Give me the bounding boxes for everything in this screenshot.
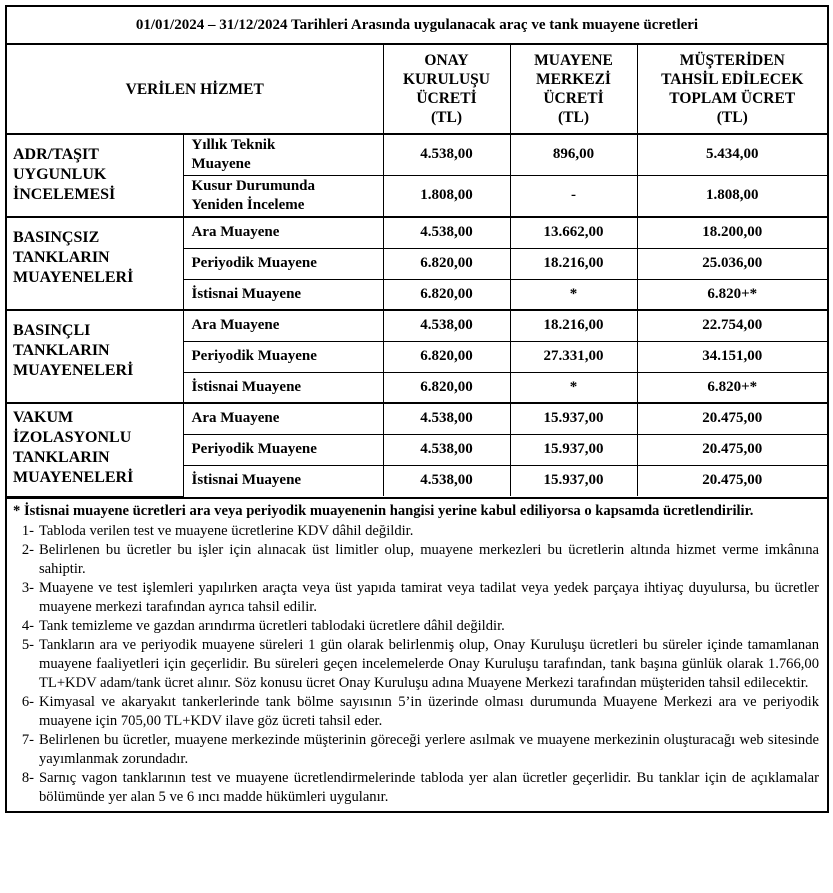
onay-fee-cell: 4.538,00 xyxy=(383,310,510,341)
header-total-fee xyxy=(637,45,827,134)
center-fee-cell: 18.216,00 xyxy=(510,248,637,279)
service-cell: İstisnai Muayene xyxy=(183,372,383,403)
note-text: Tabloda verilen test ve muayene ücretlerine KDV dâhil değildir. xyxy=(39,522,414,539)
service-cell: Periyodik Muayene xyxy=(183,434,383,465)
center-fee-cell: 15.937,00 xyxy=(510,403,637,434)
header-service: VERİLEN HİZMET xyxy=(7,45,383,134)
note-text: Kimyasal ve akaryakıt tankerlerinde tank bölme sayısının 5’in üzerinde olması durumunda Muayene Merkezi ara ve periyodik muayene için 705,00 TL+KDV ilave göz ücreti tahsil eder. xyxy=(39,693,819,729)
header-line: MUAYENE xyxy=(534,52,613,69)
group-name-cell xyxy=(7,403,183,496)
total-fee-cell: 20.475,00 xyxy=(637,403,827,434)
table-row xyxy=(7,403,827,434)
group-name-line: ADR/TAŞIT xyxy=(13,146,99,163)
table-row xyxy=(7,310,827,341)
onay-fee-cell: 4.538,00 xyxy=(383,465,510,496)
note-text: Belirlenen bu ücretler bu işler için alınacak üst limitler olup, muayene merkezleri bu ücretlerin altında hizmet verme imkânına sahiptir. xyxy=(39,541,819,577)
service-cell: Periyodik Muayene xyxy=(183,341,383,372)
note-number: 5- xyxy=(21,636,34,653)
group-name-line: İZOLASYONLU xyxy=(13,429,132,446)
service-cell: İstisnai Muayene xyxy=(183,279,383,310)
header-line: ÜCRETİ xyxy=(416,90,477,107)
onay-fee-cell: 1.808,00 xyxy=(383,175,510,217)
total-fee-cell: 5.434,00 xyxy=(637,134,827,175)
group-name-cell xyxy=(7,134,183,217)
onay-fee-cell: 6.820,00 xyxy=(383,248,510,279)
note-item xyxy=(13,617,819,636)
table-row xyxy=(7,217,827,248)
note-item xyxy=(13,731,819,769)
center-fee-cell: 15.937,00 xyxy=(510,465,637,496)
center-fee-cell: 27.331,00 xyxy=(510,341,637,372)
service-cell: Ara Muayene xyxy=(183,310,383,341)
fee-table xyxy=(7,45,827,497)
header-line: (TL) xyxy=(431,109,462,126)
center-fee-cell: 13.662,00 xyxy=(510,217,637,248)
onay-fee-cell: 4.538,00 xyxy=(383,403,510,434)
onay-fee-cell: 4.538,00 xyxy=(383,434,510,465)
header-line: TAHSİL EDİLECEK xyxy=(661,71,804,88)
header-line: ÜCRETİ xyxy=(543,90,604,107)
note-number: 1- xyxy=(21,522,34,539)
total-fee-cell: 25.036,00 xyxy=(637,248,827,279)
total-fee-cell: 18.200,00 xyxy=(637,217,827,248)
group-name-line: MUAYENELERİ xyxy=(13,362,134,379)
service-cell: Ara Muayene xyxy=(183,217,383,248)
header-line: (TL) xyxy=(558,109,589,126)
note-number: 7- xyxy=(21,731,34,748)
service-line: Muayene xyxy=(191,155,251,172)
group-name-cell xyxy=(7,217,183,310)
note-number: 4- xyxy=(21,617,34,634)
note-text: Belirlenen bu ücretler, muayene merkezinde müşterinin göreceği yerlere asılmak ve muayene merkezinin oluşturacağı web sitesinde yayımlanmak zorundadır. xyxy=(39,731,819,767)
header-line: MERKEZİ xyxy=(536,71,611,88)
header-center-fee xyxy=(510,45,637,134)
header-line: ONAY xyxy=(424,52,469,69)
total-fee-cell: 20.475,00 xyxy=(637,465,827,496)
notes-section xyxy=(7,497,827,811)
note-item xyxy=(13,693,819,731)
document-title: 01/01/2024 – 31/12/2024 Tarihleri Arasında uygulanacak araç ve tank muayene ücretleri xyxy=(7,7,827,45)
service-line: Kusur Durumunda xyxy=(191,177,316,194)
group-name-line: MUAYENELERİ xyxy=(13,469,134,486)
table-row xyxy=(7,134,827,175)
header-line: KURULUŞU xyxy=(403,71,490,88)
total-fee-cell: 34.151,00 xyxy=(637,341,827,372)
note-text: Sarnıç vagon tanklarının test ve muayene ücretlendirmelerinde tabloda yer alan ücretler geçerlidir. Bu tanklar için de açıklamalar bölümünde yer alan 5 ve 6 ıncı madde hükümleri uygulanır. xyxy=(39,769,819,805)
note-text: Tankların ara ve periyodik muayene süreleri 1 gün olarak belirlenmiş olup, Onay Kuruluşu ücretleri bu süreler içinde tamamlanan muayene faaliyetleri için geçerlidir. Bu süreleri geçen incelemelerde Onay Kuruluşu tarafından, tank başına günlük olarak 1.766,00 TL+KDV adam/tank ücret alınır. Söz konusu ücret Onay Kuruluşu adına Muayene Merkezi tarafından müşteriden tahsil edilecektir. xyxy=(39,636,819,691)
table-header-row xyxy=(7,45,827,134)
center-fee-cell: 18.216,00 xyxy=(510,310,637,341)
onay-fee-cell: 4.538,00 xyxy=(383,217,510,248)
group-name-line: TANKLARIN xyxy=(13,449,110,466)
note-item xyxy=(13,636,819,693)
header-line: (TL) xyxy=(716,109,748,126)
center-fee-cell: * xyxy=(510,372,637,403)
center-fee-cell: 896,00 xyxy=(510,134,637,175)
service-cell: İstisnai Muayene xyxy=(183,465,383,496)
total-fee-cell: 6.820+* xyxy=(637,372,827,403)
group-name-line: BASINÇLI xyxy=(13,322,91,339)
onay-fee-cell: 6.820,00 xyxy=(383,372,510,403)
center-fee-cell: * xyxy=(510,279,637,310)
onay-fee-cell: 6.820,00 xyxy=(383,341,510,372)
header-onay-fee xyxy=(383,45,510,134)
total-fee-cell: 6.820+* xyxy=(637,279,827,310)
note-number: 2- xyxy=(21,541,34,558)
total-fee-cell: 20.475,00 xyxy=(637,434,827,465)
onay-fee-cell: 6.820,00 xyxy=(383,279,510,310)
group-name-line: MUAYENELERİ xyxy=(13,269,134,286)
service-cell: Ara Muayene xyxy=(183,403,383,434)
header-line: MÜŞTERİDEN xyxy=(679,52,785,69)
note-item xyxy=(13,579,819,617)
group-name-line: TANKLARIN xyxy=(13,249,110,266)
total-fee-cell: 22.754,00 xyxy=(637,310,827,341)
group-name-line: İNCELEMESİ xyxy=(13,186,116,203)
note-text: Muayene ve test işlemleri yapılırken araçta veya üst yapıda tamirat veya tadilat veya yedek parçaya ihtiyaç duyulursa, bu ücretler muayene merkezi tarafından ayrıca tahsil edilir. xyxy=(39,579,819,615)
onay-fee-cell: 4.538,00 xyxy=(383,134,510,175)
total-fee-cell: 1.808,00 xyxy=(637,175,827,217)
note-number: 8- xyxy=(21,769,34,786)
note-item xyxy=(13,769,819,807)
group-name-cell xyxy=(7,310,183,403)
group-name-line: VAKUM xyxy=(13,409,74,426)
header-line: TOPLAM ÜCRET xyxy=(669,90,796,107)
service-cell xyxy=(183,175,383,217)
center-fee-cell: - xyxy=(510,175,637,217)
note-item xyxy=(13,541,819,579)
service-cell: Periyodik Muayene xyxy=(183,248,383,279)
asterisk-note: * İstisnai muayene ücretleri ara veya periyodik muayenenin hangisi yerine kabul ediliyorsa o kapsamda ücretlendirilir. xyxy=(13,502,754,519)
service-line: Yeniden İnceleme xyxy=(191,196,305,213)
note-number: 3- xyxy=(21,579,34,596)
note-number: 6- xyxy=(21,693,34,710)
group-name-line: TANKLARIN xyxy=(13,342,110,359)
fee-document xyxy=(5,5,829,813)
note-item xyxy=(13,522,819,541)
group-name-line: UYGUNLUK xyxy=(13,166,107,183)
note-text: Tank temizleme ve gazdan arındırma ücretleri tablodaki ücretlere dâhil değildir. xyxy=(39,617,505,634)
group-name-line: BASINÇSIZ xyxy=(13,229,100,246)
service-cell xyxy=(183,134,383,175)
center-fee-cell: 15.937,00 xyxy=(510,434,637,465)
service-line: Yıllık Teknik xyxy=(191,136,276,153)
